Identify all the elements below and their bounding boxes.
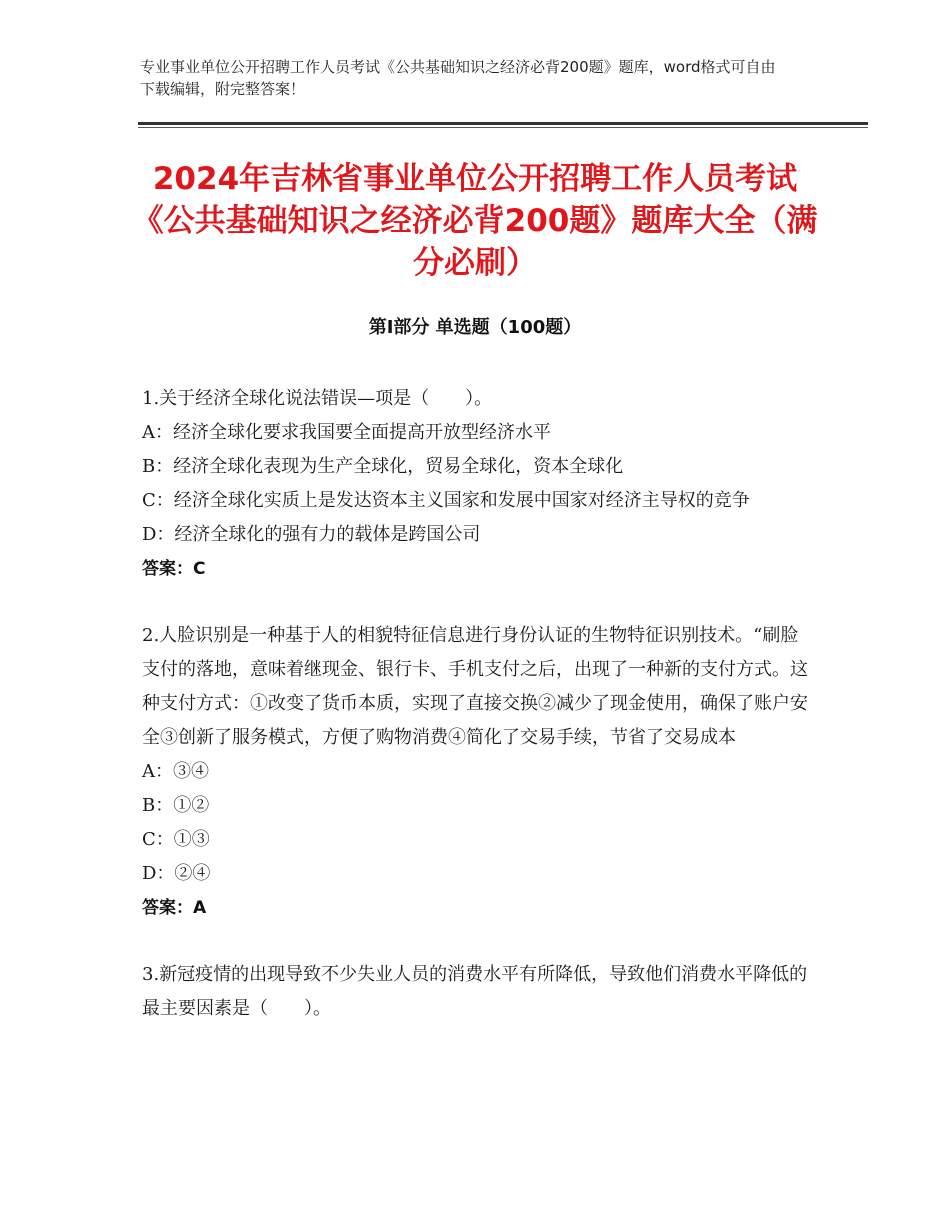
header-note: 专业事业单位公开招聘工作人员考试《公共基础知识之经济必背200题》题库，word格式可自由下载编辑，附完整答案！	[140, 58, 776, 98]
answer-label: 答案：A	[142, 898, 207, 918]
question-2	[142, 619, 810, 925]
option-a: A：③④	[142, 761, 209, 782]
document-title: 2024年吉林省事业单位公开招聘工作人员考试《公共基础知识之经济必背200题》题库大全（满分必刷）	[132, 161, 818, 281]
option-c: C：①③	[142, 829, 210, 850]
answer-label: 答案：C	[142, 559, 206, 579]
question-stem: 3.新冠疫情的出现导致不少失业人员的消费水平有所降低，导致他们消费水平降低的最主要因素是（ ）。	[142, 964, 808, 1019]
question-stem: 2.人脸识别是一种基于人的相貌特征信息进行身份认证的生物特征识别技术。“刷脸支付的落地，意味着继现金、银行卡、手机支付之后，出现了一种新的支付方式。这种支付方式：①改变了货币本质，实现了直接交换②减少了现金使用，确保了账户安全③创新了服务模式，方便了购物消费④简化了交易手续，节省了交易成本	[142, 625, 808, 748]
question-stem: 1.关于经济全球化说法错误—项是（ ）。	[142, 388, 493, 409]
option-a: A：经济全球化要求我国要全面提高开放型经济水平	[142, 422, 551, 443]
option-d: D：②④	[142, 863, 211, 884]
header-rule-thin	[138, 127, 868, 128]
option-b: B：①②	[142, 795, 210, 816]
question-1	[142, 382, 810, 586]
option-b: B：经济全球化表现为生产全球化，贸易全球化，资本全球化	[142, 456, 624, 477]
option-d: D：经济全球化的强有力的载体是跨国公司	[142, 524, 481, 545]
section-heading: 第I部分 单选题（100题）	[368, 317, 582, 338]
question-list	[142, 382, 810, 1059]
question-3	[142, 958, 810, 1026]
option-c: C：经济全球化实质上是发达资本主义国家和发展中国家对经济主导权的竞争	[142, 490, 750, 511]
header-rule-thick	[138, 122, 868, 125]
